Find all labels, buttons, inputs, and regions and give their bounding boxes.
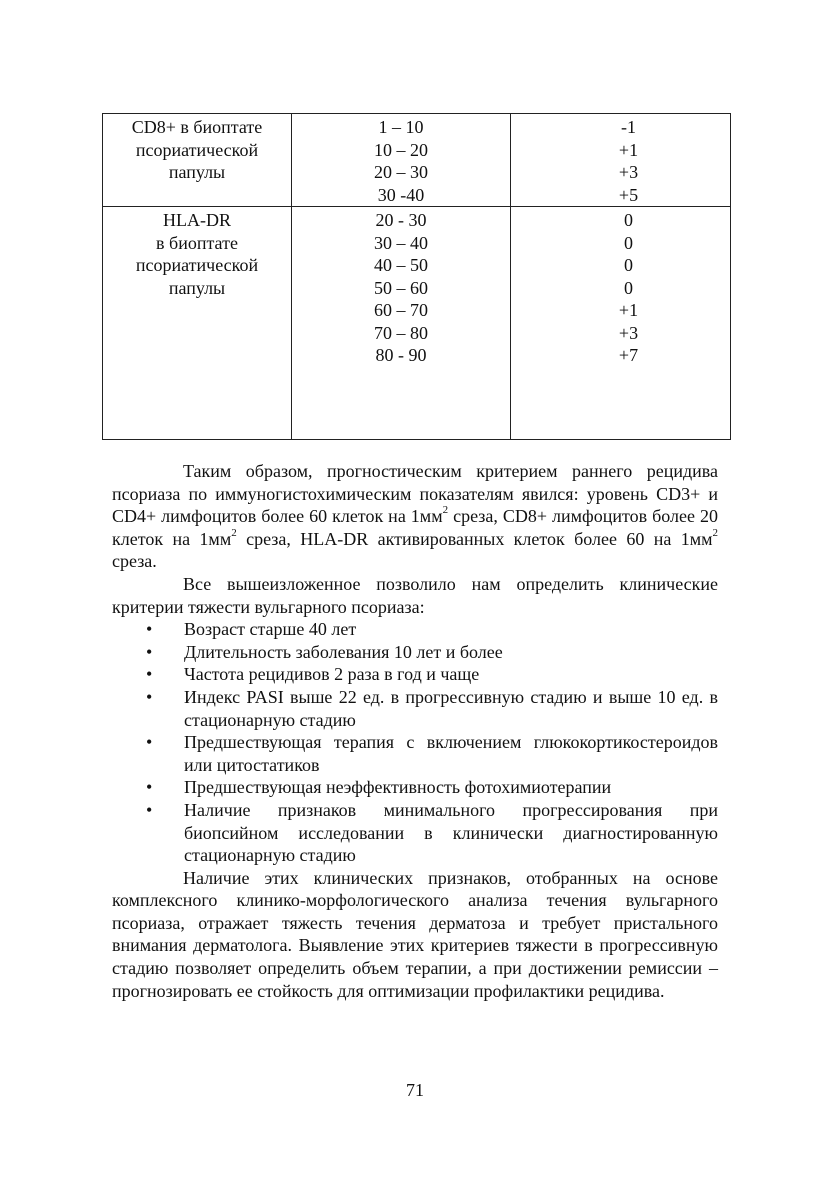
list-item-text: Индекс PASI выше 22 ед. в прогрессивную стадию и выше 10 ед. в стационарную стадию bbox=[184, 686, 718, 730]
list-item-text: Длительность заболевания 10 лет и более bbox=[184, 641, 503, 662]
bullet-icon: • bbox=[146, 686, 153, 707]
score-value: +3 bbox=[618, 322, 639, 343]
text-span: среза. bbox=[112, 551, 157, 572]
conclusion-paragraph bbox=[112, 460, 718, 573]
range-value: 60 – 70 bbox=[374, 300, 428, 320]
score-value: +1 bbox=[618, 300, 639, 320]
score-value: +5 bbox=[618, 184, 639, 205]
range-cell bbox=[292, 114, 511, 207]
bullet-icon: • bbox=[146, 641, 153, 662]
range-value: 20 - 30 bbox=[375, 210, 427, 230]
body-text bbox=[112, 460, 718, 1002]
marker-line: CD8+ в биоптате bbox=[131, 117, 263, 137]
list-item-text: Частота рецидивов 2 раза в год и чаще bbox=[184, 664, 480, 685]
range-value: 30 – 40 bbox=[374, 232, 428, 253]
range-value: 50 – 60 bbox=[374, 277, 428, 298]
marker-cell bbox=[103, 207, 292, 440]
score-value: 0 bbox=[624, 277, 633, 298]
criteria-intro-paragraph: Все вышеизложенное позволило нам определить клинические критерии тяжести вульгарного псориаза: bbox=[112, 573, 718, 617]
list-item bbox=[112, 663, 718, 686]
marker-cell bbox=[103, 114, 292, 207]
list-item bbox=[112, 618, 718, 641]
range-value: 10 – 20 bbox=[374, 139, 428, 160]
list-item bbox=[112, 641, 718, 664]
marker-line: в биоптате bbox=[156, 232, 238, 253]
criteria-list bbox=[112, 618, 718, 867]
table-row bbox=[103, 114, 731, 207]
closing-paragraph: Наличие этих клинических признаков, отобранных на основе комплексного клинико-морфологического анализа течения вульгарного псориаза, отражает тяжесть течения дерматоза и требует пристального внимания дерматолога. Выявление этих критериев тяжести в прогрессивную стадию позволяет определить объем терапии, а при достижении ремиссии – прогнозировать ее стойкость для оптимизации профилактики рецидива. bbox=[112, 867, 718, 1001]
superscript: 2 bbox=[442, 504, 449, 517]
criteria-table bbox=[102, 113, 731, 440]
superscript: 2 bbox=[231, 526, 237, 539]
bullet-icon: • bbox=[146, 619, 153, 640]
range-value: 1 – 10 bbox=[378, 117, 424, 137]
bullet-icon: • bbox=[146, 777, 153, 798]
score-value: +7 bbox=[618, 345, 639, 365]
score-cell bbox=[511, 207, 731, 440]
score-value: +3 bbox=[618, 162, 639, 182]
marker-line: папулы bbox=[168, 277, 226, 298]
list-item bbox=[112, 731, 718, 776]
text-span: Таким образом, прогностическим критерием раннего рецидива псориаза по иммуногистохимическим показателям явился: уровень CD3+ и CD4+ лимфоцитов более 60 клеток на 1мм bbox=[112, 461, 718, 527]
text-span: среза, CD8+ лимфоцитов более 20 клеток на 1мм bbox=[112, 506, 718, 549]
list-item-text: Наличие признаков минимального прогрессирования при биопсийном исследовании в клинически диагностированную стационарную стадию bbox=[184, 799, 718, 866]
list-item bbox=[112, 686, 718, 731]
superscript: 2 bbox=[712, 526, 718, 539]
score-value: 0 bbox=[624, 232, 633, 253]
table-row bbox=[103, 207, 731, 440]
score-value: 0 bbox=[624, 210, 633, 230]
range-value: 30 -40 bbox=[377, 184, 425, 205]
list-item bbox=[112, 776, 718, 799]
range-value: 20 – 30 bbox=[374, 162, 428, 182]
score-value: -1 bbox=[621, 117, 636, 137]
bullet-icon: • bbox=[146, 664, 153, 685]
range-value: 40 – 50 bbox=[374, 255, 428, 275]
list-item-text: Предшествующая неэффективность фотохимиотерапии bbox=[184, 777, 612, 798]
marker-line: HLA-DR bbox=[163, 210, 231, 230]
list-item bbox=[112, 799, 718, 867]
marker-line: псориатической bbox=[135, 255, 259, 275]
score-value: +1 bbox=[618, 139, 639, 160]
score-value: 0 bbox=[624, 255, 633, 275]
range-value: 70 – 80 bbox=[374, 322, 428, 343]
list-item-text: Предшествующая терапия с включением глюкокортикостероидов или цитостатиков bbox=[184, 732, 718, 775]
marker-line: папулы bbox=[168, 162, 226, 182]
range-value: 80 - 90 bbox=[375, 345, 427, 365]
text-span: среза, HLA-DR активированных клеток более 60 на 1мм bbox=[236, 528, 713, 549]
score-cell bbox=[511, 114, 731, 207]
bullet-icon: • bbox=[146, 732, 153, 753]
list-item-text: Возраст старше 40 лет bbox=[184, 619, 357, 640]
marker-line: псориатической bbox=[135, 139, 259, 160]
page-number: 71 bbox=[406, 1080, 424, 1100]
range-cell bbox=[292, 207, 511, 440]
bullet-icon: • bbox=[146, 799, 153, 820]
